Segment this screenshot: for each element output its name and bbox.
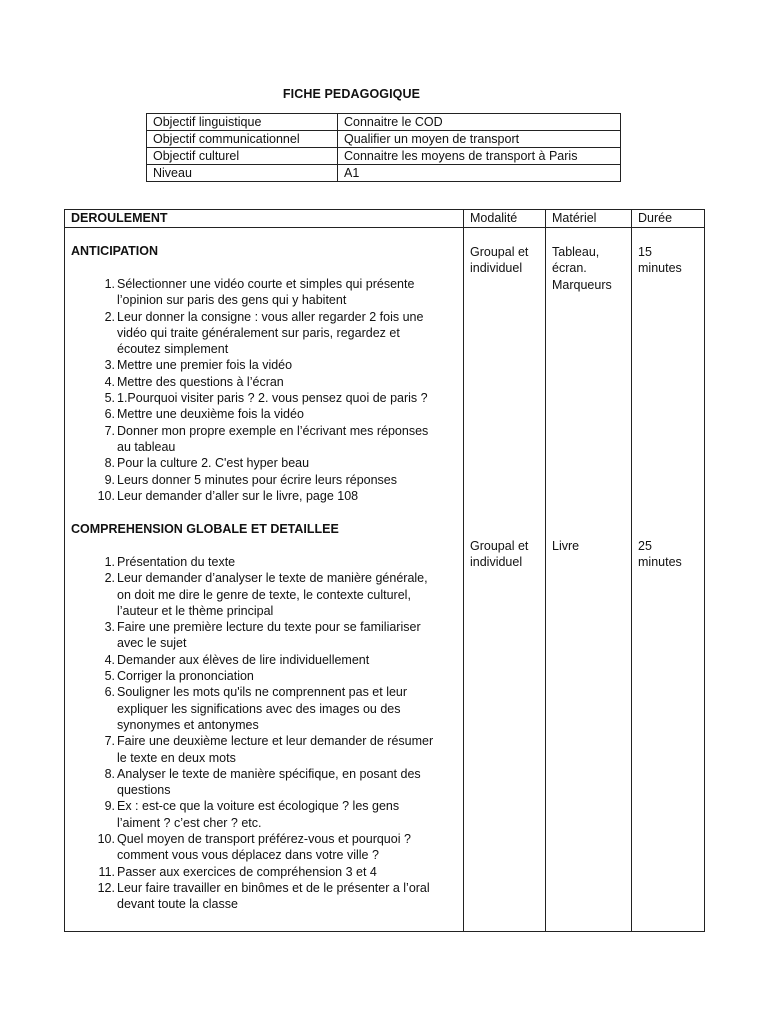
- list-item-text: Leur demander d’analyser le texte de manière générale,: [117, 571, 428, 586]
- header-modalite: Modalité: [470, 211, 518, 225]
- table-header: [65, 210, 704, 228]
- list-number: 6.: [104, 407, 115, 422]
- list-number: 4.: [104, 374, 115, 389]
- list-item-text: Passer aux exercices de compréhension 3 et 4: [117, 864, 377, 879]
- list-item: [65, 357, 452, 373]
- list-item-text: Ex : est-ce que la voiture est écologique ? les gens: [117, 799, 400, 814]
- objective-value: Connaitre le COD: [338, 114, 621, 131]
- list-item-text: Mettre une deuxième fois la vidéo: [117, 407, 304, 422]
- list-item-text: Sélectionner une vidéo courte et simples qui présente: [117, 277, 415, 291]
- list-number: 4.: [104, 652, 115, 667]
- comprehension-modalite: [470, 538, 528, 571]
- list-number: 9.: [104, 799, 115, 814]
- list-item: [65, 733, 452, 766]
- document-title: FICHE PEDAGOGIQUE: [282, 87, 421, 101]
- materiel-line: Tableau,: [552, 245, 600, 259]
- list-item: [65, 864, 452, 880]
- list-item-text: synonymes et antonymes: [117, 717, 259, 732]
- modalite-line: Groupal et: [470, 245, 529, 259]
- anticipation-modalite: [470, 244, 528, 277]
- list-item: [65, 554, 452, 570]
- list-item-text: expliquer les significations avec des images ou des: [117, 701, 401, 716]
- table-row: [147, 165, 621, 182]
- objective-label: Objectif communicationnel: [147, 131, 338, 148]
- objective-label: Objectif culturel: [147, 148, 338, 165]
- list-number: 7.: [104, 734, 115, 749]
- objective-label: Objectif linguistique: [147, 114, 338, 131]
- duree-line: minutes: [638, 555, 682, 570]
- list-item: [65, 880, 452, 913]
- list-item-text: Faire une première lecture du texte pour se familiariser: [117, 620, 421, 635]
- section-title-comprehension: COMPREHENSION GLOBALE ET DETAILLEE: [71, 522, 339, 536]
- list-item-text: vidéo qui traite généralement sur paris, regardez et: [117, 325, 400, 340]
- duree-line: 15: [638, 245, 652, 259]
- column-divider: [545, 210, 546, 931]
- list-item-text: questions: [117, 783, 171, 798]
- objective-value: Qualifier un moyen de transport: [338, 131, 621, 148]
- list-number: 6.: [104, 685, 115, 700]
- header-deroulement: DEROULEMENT: [71, 211, 168, 225]
- list-number: 10.: [97, 832, 115, 847]
- list-number: 3.: [104, 620, 115, 635]
- list-item-text: Souligner les mots qu'ils ne comprennent pas et leur: [117, 685, 408, 700]
- modalite-line: Groupal et: [470, 539, 529, 553]
- list-item: [65, 831, 452, 864]
- list-item-text: 1.Pourquoi visiter paris ? 2. vous pensez quoi de paris ?: [117, 391, 428, 406]
- list-item-text: Analyser le texte de manière spécifique, en posant des: [117, 766, 421, 781]
- list-item: [65, 374, 452, 390]
- list-number: 9.: [104, 472, 115, 487]
- list-item: [65, 652, 452, 668]
- list-item-text: Leur donner la consigne : vous aller regarder 2 fois une: [117, 309, 424, 324]
- list-item-text: Mettre des questions à l’écran: [117, 374, 284, 389]
- list-item-text: l’auteur et le thème principal: [117, 603, 274, 618]
- list-item: [65, 684, 452, 733]
- list-item-text: Leur faire travailler en binômes et de le présenter a l’oral: [117, 880, 430, 895]
- duree-line: 25: [638, 539, 652, 553]
- list-item: [65, 798, 452, 831]
- materiel-line: Livre: [552, 539, 580, 553]
- list-item-text: l’opinion sur paris des gens qui y habitent: [117, 293, 347, 308]
- list-item-text: Faire une deuxième lecture et leur demander de résumer: [117, 734, 434, 749]
- list-number: 8.: [104, 456, 115, 471]
- list-item-text: avec le sujet: [117, 636, 187, 651]
- table-row: [147, 114, 621, 131]
- list-item-text: Donner mon propre exemple en l’écrivant mes réponses: [117, 423, 429, 438]
- materiel-line: écran.: [552, 261, 587, 276]
- lesson-table: [64, 209, 705, 932]
- list-item-text: l’aiment ? c’est cher ? etc.: [117, 815, 262, 830]
- list-item-text: comment vous vous déplacez dans votre ville ?: [117, 848, 379, 863]
- list-number: 3.: [104, 358, 115, 373]
- list-item-text: au tableau: [117, 439, 176, 454]
- objective-value: Connaitre les moyens de transport à Paris: [338, 148, 621, 165]
- anticipation-duree: [638, 244, 682, 277]
- list-item-text: Mettre une premier fois la vidéo: [117, 358, 293, 373]
- header-duree: Durée: [638, 211, 673, 225]
- modalite-line: individuel: [470, 555, 523, 570]
- list-item: [65, 406, 452, 422]
- list-item: [65, 570, 452, 619]
- objective-value: A1: [338, 165, 621, 182]
- list-item-text: devant toute la classe: [117, 897, 238, 912]
- list-number: 12.: [97, 880, 115, 895]
- comprehension-steps: [65, 554, 452, 913]
- list-item-text: Corriger la prononciation: [117, 669, 254, 684]
- list-item-text: Pour la culture 2. C'est hyper beau: [117, 456, 310, 471]
- header-materiel: Matériel: [552, 211, 597, 225]
- objectives-table: [146, 113, 621, 182]
- anticipation-materiel: [552, 244, 612, 293]
- comprehension-materiel: [552, 538, 579, 554]
- list-item: [65, 455, 452, 471]
- list-number: 5.: [104, 391, 115, 406]
- list-number: 8.: [104, 766, 115, 781]
- list-item-text: on doit me dire le genre de texte, le contexte culturel,: [117, 587, 411, 602]
- list-number: 2.: [104, 309, 115, 324]
- list-item: [65, 390, 452, 406]
- list-number: 1.: [104, 277, 115, 291]
- list-item-text: écoutez simplement: [117, 342, 229, 357]
- column-divider: [631, 210, 632, 931]
- list-item: [65, 472, 452, 488]
- comprehension-duree: [638, 538, 682, 571]
- table-row: [147, 148, 621, 165]
- list-item: [65, 488, 452, 504]
- list-item-text: Quel moyen de transport préférez-vous et pourquoi ?: [117, 832, 411, 847]
- list-item-text: Demander aux élèves de lire individuellement: [117, 652, 370, 667]
- list-number: 7.: [104, 423, 115, 438]
- list-number: 10.: [97, 488, 115, 503]
- list-number: 5.: [104, 669, 115, 684]
- objective-label: Niveau: [147, 165, 338, 182]
- anticipation-steps: [65, 276, 452, 504]
- section-title-anticipation: ANTICIPATION: [71, 244, 159, 258]
- list-item-text: Leurs donner 5 minutes pour écrire leurs réponses: [117, 472, 398, 487]
- modalite-line: individuel: [470, 261, 523, 276]
- list-item-text: Présentation du texte: [117, 555, 236, 569]
- list-item: [65, 309, 452, 358]
- materiel-line: Marqueurs: [552, 277, 612, 292]
- list-number: 11.: [98, 864, 115, 879]
- list-item: [65, 423, 452, 456]
- list-item: [65, 668, 452, 684]
- list-item-text: le texte en deux mots: [117, 750, 236, 765]
- list-item: [65, 276, 452, 309]
- column-divider: [463, 210, 464, 931]
- list-item: [65, 766, 452, 799]
- list-number: 1.: [104, 555, 115, 569]
- list-number: 2.: [104, 571, 115, 586]
- table-row: [147, 131, 621, 148]
- list-item-text: Leur demander d’aller sur le livre, page 108: [117, 488, 359, 503]
- duree-line: minutes: [638, 261, 682, 276]
- list-item: [65, 619, 452, 652]
